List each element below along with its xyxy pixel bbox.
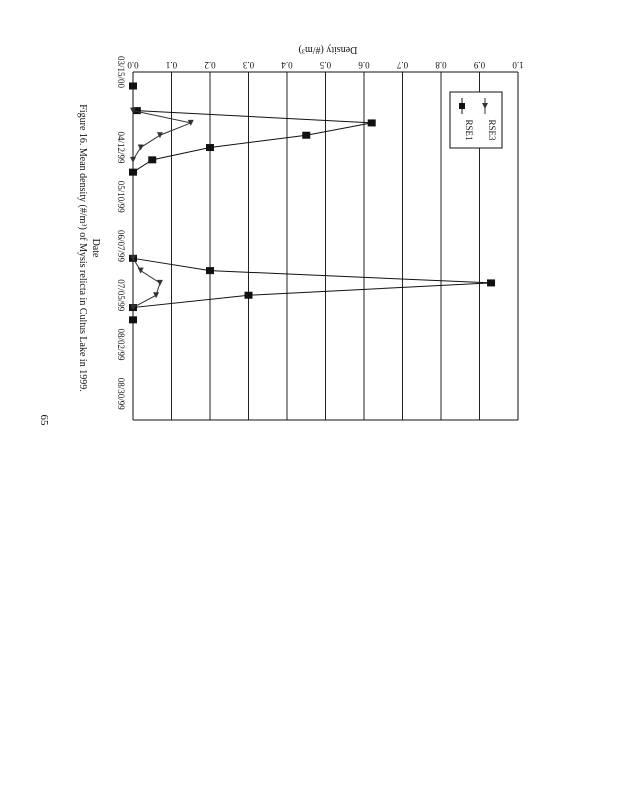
y-tick-label: 0.1 [165,60,178,70]
x-tick-label: 06/07/99 [116,229,126,263]
x-tick-label: 05/10/99 [116,180,126,213]
series-line-segment [133,258,491,320]
y-tick-label: 0.7 [396,60,409,70]
series-rse3 [130,108,194,311]
y-tick-label: 0.4 [281,60,293,70]
y-tick-label: 0.0 [127,60,139,70]
x-tick-label: 08/02/99 [116,328,126,361]
series-line-segment [133,258,160,307]
series-line-segment [133,111,191,160]
legend [450,92,502,148]
figure-caption: Figure 16. Mean density (#/m³) of Mysis relicta in Cultus Lake in 1999. [77,104,88,392]
y-tick-label: 0.2 [204,60,216,70]
legend-label-rse3: RSE3 [487,119,497,141]
y-tick-label: 0.5 [319,60,332,70]
y-tick-label: 0.6 [358,60,370,70]
y-tick-label: 1.0 [512,60,524,70]
page-number: 65 [38,414,50,426]
y-tick-label: 0.3 [242,60,255,70]
x-tick-label: 04/12/99 [116,131,126,164]
data-point [129,83,137,90]
series-line-segment [133,111,372,173]
series-lines [129,83,495,324]
series-rse1 [129,83,495,324]
y-tick-label: 0.8 [435,60,447,70]
x-tick-label: 08/30/99 [116,377,126,410]
y-tick-label: 0.9 [473,60,486,70]
x-axis-title: Date [90,238,101,258]
x-tick-label: 03/15/00 [116,55,126,89]
y-axis-title: Density (#/m³) [298,44,358,55]
legend-marker-rse1 [459,103,465,109]
legend-label-rse1: RSE1 [464,119,474,141]
x-tick-label: 07/05/99 [116,279,126,312]
